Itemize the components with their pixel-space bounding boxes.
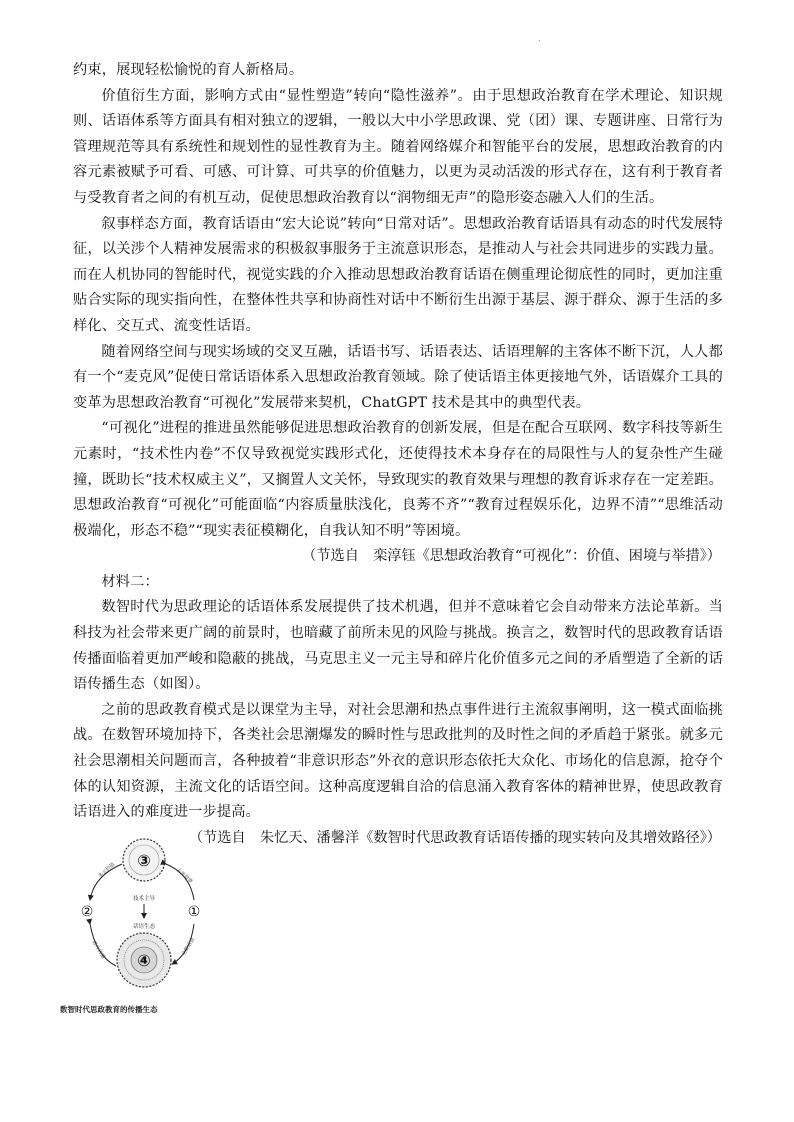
left-node-label: ② <box>80 904 94 920</box>
paragraph-7: 之前的思政教育模式是以课堂为主导，对社会思潮和热点事件进行主流叙事阐明，这一模式面临挑战。在数智环境加持下，各类社会思潮爆发的瞬时性与思政批判的及时性之间的矛盾趋于紧张。就多元社会思潮相关问题而言，各种披着“非意识形态”外衣的意识形态依托大众化、市场化的信息源，抢夺个体的认知资源，主流文化的话语空间。这种高度逻辑自洽的信息涌入教育客体的精神世界，使思政教育话语进入的难度进一步提高。 <box>73 701 723 821</box>
paragraph-1: 约束，展现轻松愉悦的育人新格局。 <box>73 62 304 78</box>
paragraph-5: “可视化”进程的推进虽然能够促进思想政治教育的创新发展，但是在配合互联网、数字科技等新生元素时，“技术性内卷”不仅导致视觉实践形式化，还使得技术本身存在的局限性与人的复杂性产生碰撞，既助长“技术权威主义”，又搁置人文关怀，导致现实的教育效果与理想的教育诉求存在一定差距。思想政治教育“可视化”可能面临“内容质量肤浅化，良莠不齐”“教育过程娱乐化，边界不清”“思维活动极端化，形态不稳”“现实表征模糊化，自我认知不明”等困境。 <box>73 420 723 539</box>
paragraph-3: 叙事样态方面，教育话语由“宏大论说”转向“日常对话”。思想政治教育话语具有动态的时代发展特征，以关涉个人精神发展需求的积极叙事服务于主流意识形态，是推动人与社会共同进步的实践力量。而在人机协同的智能时代，视觉实践的介入推动思想政治教育话语在侧重理论彻底性的同时，更加注重贴合实际的现实指向性，在整体性共享和协商性对话中不断衍生出源于基层、源于群众、源于生活的多样化、交互式、流变性话语。 <box>73 215 723 334</box>
figure-caption: 数智时代思政教育的传播生态 <box>60 1005 158 1014</box>
bottom-node-label: ④ <box>137 951 151 970</box>
top-node-label: ③ <box>137 851 151 870</box>
diagram-svg <box>72 838 222 1008</box>
center-bottom-label: 话语生态 <box>132 924 156 930</box>
material-two-label: 材料二： <box>101 573 159 590</box>
paragraph-4: 随着网络空间与现实场域的交叉互融，话语书写、话语表达、话语理解的主客体不断下沉，人人都有一个“麦克风”促使日常话语体系入思想政治教育领域。除了使话语主体更接地气外，话语媒介工具的变革为思想政治教育“可视化”发展带来契机，ChatGPT 技术是其中的典型代表。 <box>73 343 723 411</box>
article-body <box>73 58 723 851</box>
ecology-diagram <box>72 838 222 1018</box>
paragraph-2: 价值衍生方面，影响方式由“显性塑造”转向“隐性滋养”。由于思想政治教育在学术理论、知识规则、话语体系等方面具有相对独立的逻辑，一般以大中小学思政课、党（团）课、专题讲座、日常行为管理规范等具有系统性和规划性的显性教育为主。随着网络媒介和智能平台的发展，思想政治教育的内容元素被赋予可看、可感、可计算、可共享的价值魅力，以更为灵动活泼的形式存在，这有利于教育者与受教育者之间的有机互动，促使思想政治教育以“润物细无声”的隐形姿态融入人们的生活。 <box>73 87 723 206</box>
paragraph-6: 数智时代为思政理论的话语体系发展提供了技术机遇，但并不意味着它会自动带来方法论革新。当科技为社会带来更广阔的前景时，也暗藏了前所未见的风险与挑战。换言之，数智时代的思政教育话语传播面临着更加严峻和隐蔽的挑战，马克思主义一元主导和碎片化价值多元之间的矛盾塑造了全新的话语传播生态（如图）。 <box>73 599 723 693</box>
right-node-label: ① <box>187 904 201 920</box>
arc-label-tr: 主流叙事 <box>174 867 194 885</box>
source-citation-1: （节选自 栾淳钰《思想政治教育“可视化”：价值、困境与举措》） <box>302 548 721 565</box>
arc-label-br: 全新话语 <box>180 936 197 958</box>
source-citation-2: （节选自 朱忆天、潘馨洋《数智时代思政教育话语传播的现实转向及其增效路径》） <box>188 829 721 846</box>
page-mark: . <box>538 34 541 43</box>
center-top-label: 技术主导 <box>132 896 156 902</box>
arc-label-tl: 多元价值 <box>97 861 117 880</box>
arc-label-bl: 碎片传播 <box>90 939 106 961</box>
